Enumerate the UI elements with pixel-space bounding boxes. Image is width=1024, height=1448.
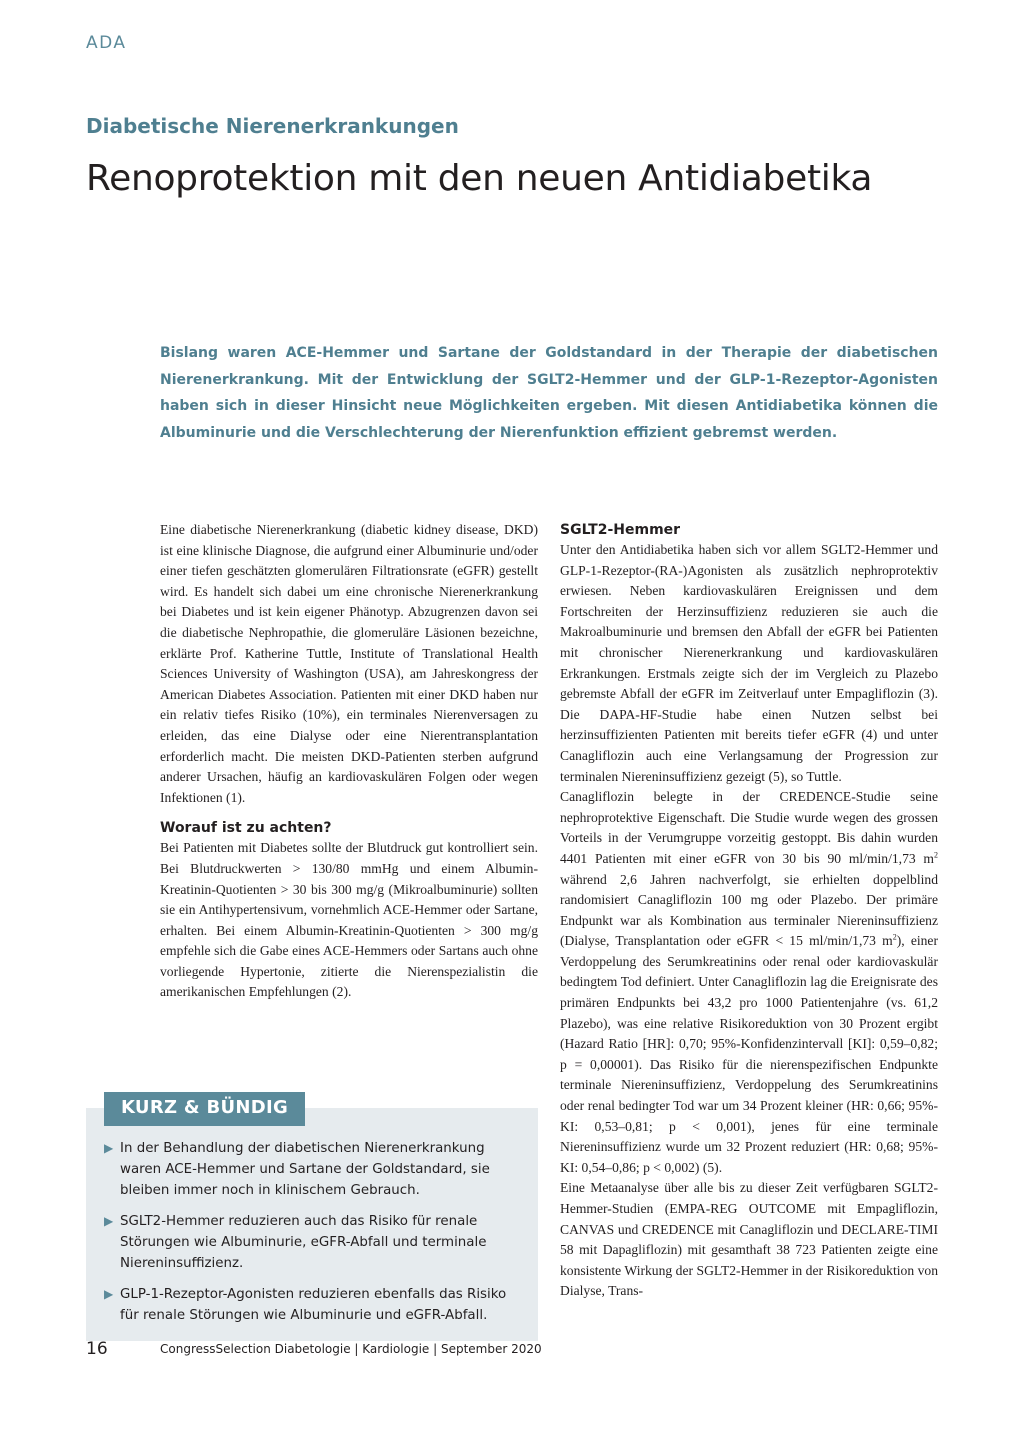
summary-item-text: SGLT2-Hemmer reduzieren auch das Risiko für renale Störungen wie Albuminurie, eGFR-Abfall und terminale Niereninsuffizienz.	[120, 1214, 487, 1271]
sglt2-paragraph-1: Unter den Antidiabetika haben sich vor allem SGLT2-Hemmer und GLP-1-Rezeptor-(RA-)Agonisten als zusätzlich nephroprotektiv erwiesen. Neben kardiovaskulären Ereignissen und dem Fortschreiten der Herzinsuffizienz reduzieren sie auch die Makroalbuminurie und bremsen den Abfall der eGFR bei Patienten mit chronischer Nierenerkrankung und kardiovaskulären Erkrankungen. Erstmals zeigte sich der im Vergleich zu Plazebo gebremste Abfall der eGFR im Zeitverlauf unter Empagliflozin (3). Die DAPA-HF-Studie habe einen Nutzen selbst bei herzinsuffizienten Patienten mit bereits tiefer eGFR (4) und unter Canagliflozin auch eine Verlangsamung der Progression zur terminalen Niereninsuffizienz gezeigt (5), so Tuttle.	[560, 542, 938, 784]
left-column	[160, 520, 538, 1003]
section-tag: ADA	[86, 33, 127, 53]
lead-paragraph: Bislang waren ACE-Hemmer und Sartane der Goldstandard in der Therapie der diabetischen Nierenerkrankung. Mit der Entwicklung der SGLT2-Hemmer und der GLP-1-Rezeptor-Agonisten haben sich in dieser Hinsicht neue Möglichkeiten ergeben. Mit diesen Antidiabetika können die Albuminurie und die Verschlechterung der Nierenfunktion effizient gebremst werden.	[160, 345, 938, 441]
summary-list	[104, 1138, 524, 1336]
summary-box-title: KURZ & BÜNDIG	[104, 1092, 305, 1126]
sglt2-paragraph-3: Eine Metaanalyse über alle bis zu dieser Zeit verfügbaren SGLT2-Hemmer-Studien (EMPA-REG OUTCOME mit Empagliflozin, CANVAS und CREDENCE mit Canagliflozin und DECLARE-TIMI 58 mit Dapagliflozin) mit gesamthaft 38 723 Patienten zeigte eine konsistente Wirkung der SGLT2-Hemmer in der Risikoreduktion von Dialyse, Trans-	[560, 1180, 938, 1299]
article-kicker: Diabetische Nierenerkrankungen	[86, 114, 459, 138]
section-heading-worauf: Worauf ist zu achten?	[160, 820, 332, 837]
p2-part-b: während 2,6 Jahren nachverfolgt, sie erhielten doppelblind randomisiert Canagliflozin 100 mg oder Plazebo. Der primäre Endpunkt war als Kombination aus terminaler Niereninsuffizienz (Dialyse, Transplantation oder eGFR < 15 ml/min/1,73 m	[560, 871, 938, 949]
superscript: 2	[892, 932, 897, 942]
p2-part-c: ), einer Verdoppelung des Serumkreatinins oder renal oder kardiovaskulär bedingtem Tod definiert. Unter Canagliflozin lag die Ereignisrate des primären Endpunkts bei 43,2 pro 1000 Patientenjahre (vs. 61,2 Plazebo), was eine relative Risikoreduktion von 30 Prozent ergibt (Hazard Ratio [HR]: 0,70; 95%-Konfidenzintervall [KI]: 0,59–0,82; p = 0,00001). Das Risiko für die nierenspezifischen Endpunkte terminale Niereninsuffizienz, Verdoppelung des Serumkreatinins oder renal bedingter Tod war um 34 Prozent kleiner (HR: 0,66; 95%-KI: 0,53–0,81; p < 0,001), jenes für eine terminale Niereninsuffizienz wurde um 32 Prozent reduziert (HR: 0,68; 95%-KI: 0,54–0,86; p < 0,002) (5).	[560, 933, 938, 1175]
triangle-right-icon: ▶	[104, 1214, 114, 1228]
body-paragraph: Bei Patienten mit Diabetes sollte der Blutdruck gut kontrolliert sein. Bei Blutdruckwerten > 130/80 mmHg und einem Albumin-Kreatinin-Quotienten > 30 bis 300 mg/g (Mikroalbuminurie) sollten sie ein Antihypertensivum, vornehmlich ACE-Hemmer oder Sartane, erhalten. Bei einem Albumin-Kreatinin-Quotienten > 300 mg/g empfehle sich die Gabe eines ACE-Hemmers oder Sartans auch ohne vorliegende Hypertonie, zitierte die Nierenspezialistin die amerikanischen Empfehlungen (2).	[160, 840, 538, 1000]
publication-footer: CongressSelection Diabetologie | Kardiologie | September 2020	[160, 1342, 542, 1356]
summary-item-text: GLP-1-Rezeptor-Agonisten reduzieren ebenfalls das Risiko für renale Störungen wie Albuminurie und eGFR-Abfall.	[120, 1287, 507, 1323]
summary-item	[104, 1211, 524, 1274]
sglt2-paragraph-2	[560, 787, 938, 1178]
summary-item	[104, 1138, 524, 1201]
section-heading-sglt2: SGLT2-Hemmer	[560, 522, 681, 538]
superscript: 2	[934, 850, 938, 860]
intro-paragraph: Eine diabetische Nierenerkrankung (diabetic kidney disease, DKD) ist eine klinische Diagnose, die aufgrund einer Albuminurie und/oder einer tiefen geschätzten glomerulären Filtrationsrate (eGFR) gestellt wird. Es handelt sich dabei um eine chronische Nierenerkrankung bei Diabetes und ist kein eigener Phänotyp. Abzugrenzen davon sei die diabetische Nephropathie, die glomeruläre Läsionen bezeichne, erklärte Prof. Katherine Tuttle, Institute of Translational Health Sciences University of Washington (USA), am Jahreskongress der American Diabetes Association. Patienten mit einer DKD haben nur ein relativ tiefes Risiko (10%), ein terminales Nierenversagen zu erleiden, das eine Dialyse oder eine Nierentransplantation erforderlich macht. Die meisten DKD-Patienten sterben aufgrund anderer Ursachen, häufig an kardiovaskulären Folgen oder wegen Infektionen (1).	[160, 522, 538, 805]
summary-item	[104, 1284, 524, 1326]
right-column	[560, 520, 938, 1302]
triangle-right-icon: ▶	[104, 1287, 114, 1301]
summary-item-text: In der Behandlung der diabetischen Nierenerkrankung waren ACE-Hemmer und Sartane der Goldstandard, sie bleiben immer noch in klinischem Gebrauch.	[120, 1141, 490, 1198]
triangle-right-icon: ▶	[104, 1141, 114, 1155]
article-title: Renoprotektion mit den neuen Antidiabetika	[86, 158, 873, 199]
p2-part-a: Canagliflozin belegte in der CREDENCE-Studie seine nephroprotektive Eigenschaft. Die Studie wurde wegen des grossen Vorteils in der Verumgruppe vorzeitig gestoppt. Bis dahin wurden 4401 Patienten mit einer eGFR von 30 bis 90 ml/min/1,73 m	[560, 789, 938, 866]
page-number: 16	[86, 1339, 108, 1359]
